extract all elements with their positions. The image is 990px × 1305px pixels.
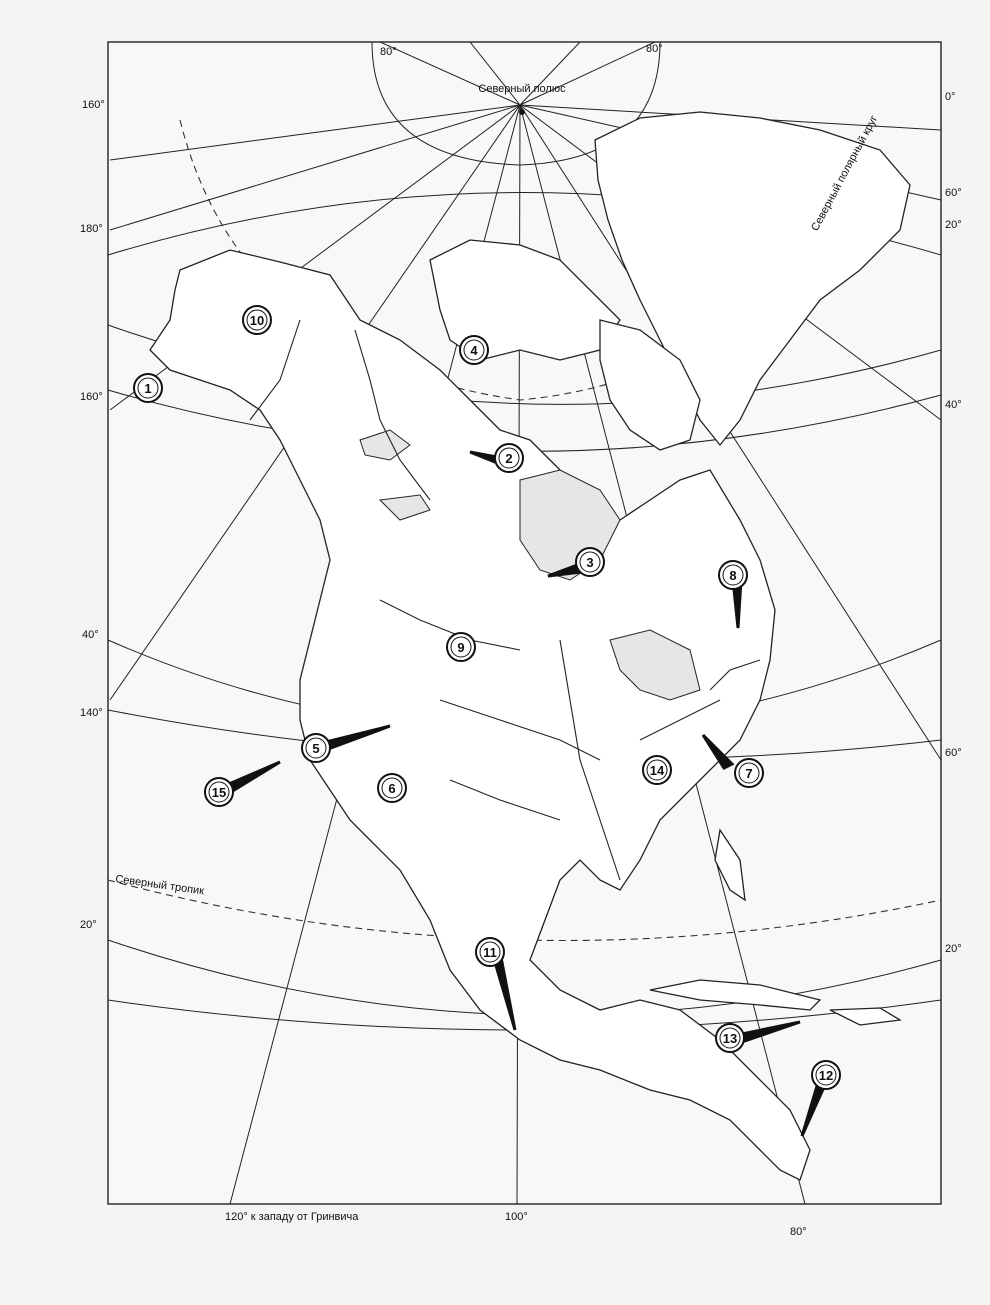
- marker-2: [495, 444, 523, 472]
- marker-3: [576, 548, 604, 576]
- svg-text:11: 11: [483, 945, 497, 960]
- svg-text:4: 4: [470, 343, 478, 358]
- deg-label-80-top-right: 80°: [646, 43, 663, 55]
- marker-14: [643, 756, 671, 784]
- deg-label-60-right: 60°: [945, 747, 962, 759]
- marker-11: [476, 938, 504, 966]
- marker-15: [205, 778, 233, 806]
- svg-text:12: 12: [818, 1068, 834, 1083]
- svg-text:8: 8: [729, 568, 737, 583]
- marker-1: [134, 374, 162, 402]
- north-pole-dot: [519, 109, 525, 115]
- marker-10: [243, 306, 271, 334]
- deg-label-20-right-top: 20°: [945, 219, 962, 231]
- svg-text:3: 3: [586, 555, 594, 570]
- marker-9: [447, 633, 475, 661]
- svg-text:9: 9: [457, 640, 465, 655]
- marker-4: [460, 336, 488, 364]
- deg-label-40-right: 40°: [945, 399, 962, 411]
- arctic-circle-label: Северный полярный круг: [809, 113, 881, 234]
- marker-8: [719, 561, 747, 589]
- svg-text:1: 1: [144, 381, 152, 396]
- bottom-meridian-label: 120° к западу от Гринвича: [225, 1211, 359, 1223]
- svg-text:2: 2: [505, 451, 513, 466]
- deg-label-160-left: 160°: [80, 391, 103, 403]
- marker-12: [812, 1061, 840, 1089]
- svg-text:7: 7: [745, 766, 753, 781]
- svg-text:15: 15: [211, 785, 227, 800]
- svg-text:13: 13: [722, 1031, 738, 1046]
- deg-label-20-right: 20°: [945, 943, 962, 955]
- svg-text:5: 5: [312, 741, 320, 756]
- svg-text:10: 10: [249, 313, 265, 328]
- deg-label-20-left: 20°: [80, 919, 97, 931]
- deg-label-80-top-left: 80°: [380, 46, 397, 58]
- deg-label-60-right-top: 60°: [945, 187, 962, 199]
- deg-label-180: 180°: [80, 223, 103, 235]
- marker-13: [716, 1024, 744, 1052]
- svg-text:6: 6: [388, 781, 396, 796]
- deg-label-140: 140°: [80, 707, 103, 719]
- svg-text:14: 14: [649, 763, 665, 778]
- deg-label-80-bottom: 80°: [790, 1226, 807, 1238]
- deg-label-100: 100°: [505, 1211, 528, 1223]
- marker-7: [735, 759, 763, 787]
- tropic-label: Северный тропик: [114, 873, 205, 898]
- deg-label-160-top: 160°: [82, 99, 105, 111]
- deg-label-40-left: 40°: [82, 629, 99, 641]
- marker-5: [302, 734, 330, 762]
- deg-label-0: 0°: [945, 91, 956, 103]
- north-pole-label: Северный полюс: [478, 83, 566, 95]
- marker-6: [378, 774, 406, 802]
